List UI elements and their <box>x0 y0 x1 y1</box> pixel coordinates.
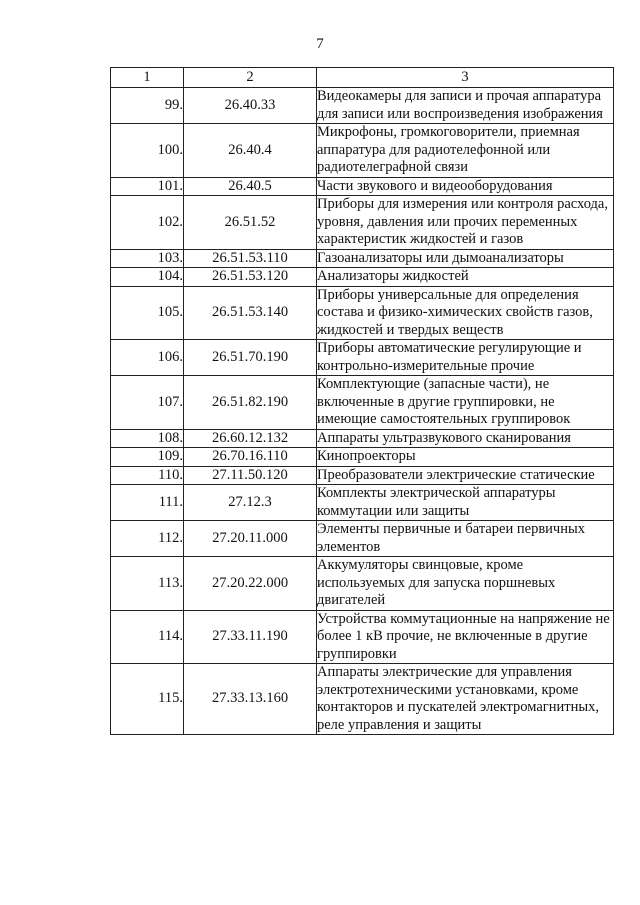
classification-code-cell: 27.20.11.000 <box>184 521 317 557</box>
row-number-cell: 104. <box>111 268 184 287</box>
table-row <box>111 485 614 521</box>
row-number-cell: 107. <box>111 376 184 430</box>
description-cell: Аппараты электрические для управления электротехническими установками, кроме контакторов и пускателей электромагнитных, реле управления и защиты <box>317 664 614 735</box>
row-number-cell: 110. <box>111 466 184 485</box>
description-cell: Элементы первичные и батареи первичных элементов <box>317 521 614 557</box>
description-cell: Приборы для измерения или контроля расхода, уровня, давления или прочих переменных характеристик жидкостей и газов <box>317 196 614 250</box>
description-cell: Приборы универсальные для определения состава и физико-химических свойств газов, жидкостей и твердых веществ <box>317 286 614 340</box>
row-number-cell: 102. <box>111 196 184 250</box>
row-number-cell: 105. <box>111 286 184 340</box>
classification-code-cell: 27.11.50.120 <box>184 466 317 485</box>
table-row <box>111 557 614 611</box>
table-row <box>111 177 614 196</box>
row-number-cell: 108. <box>111 429 184 448</box>
column-header-2: 2 <box>184 68 317 88</box>
classification-code-cell: 26.51.70.190 <box>184 340 317 376</box>
classification-table <box>110 67 614 735</box>
description-cell: Устройства коммутационные на напряжение не более 1 кВ прочие, не включенные в другие группировки <box>317 610 614 664</box>
classification-code-cell: 27.33.13.160 <box>184 664 317 735</box>
classification-code-cell: 26.40.33 <box>184 88 317 124</box>
row-number-cell: 109. <box>111 448 184 467</box>
classification-code-cell: 26.40.4 <box>184 124 317 178</box>
table-row <box>111 448 614 467</box>
table-row <box>111 88 614 124</box>
row-number-cell: 111. <box>111 485 184 521</box>
classification-code-cell: 27.12.3 <box>184 485 317 521</box>
classification-code-cell: 26.70.16.110 <box>184 448 317 467</box>
description-cell: Анализаторы жидкостей <box>317 268 614 287</box>
row-number-cell: 114. <box>111 610 184 664</box>
description-cell: Аккумуляторы свинцовые, кроме используемых для запуска поршневых двигателей <box>317 557 614 611</box>
description-cell: Газоанализаторы или дымоанализаторы <box>317 249 614 268</box>
description-cell: Части звукового и видеооборудования <box>317 177 614 196</box>
classification-code-cell: 27.33.11.190 <box>184 610 317 664</box>
description-cell: Кинопроекторы <box>317 448 614 467</box>
table-row <box>111 286 614 340</box>
row-number-cell: 100. <box>111 124 184 178</box>
table-row <box>111 664 614 735</box>
row-number-cell: 103. <box>111 249 184 268</box>
classification-code-cell: 26.60.12.132 <box>184 429 317 448</box>
table-row <box>111 249 614 268</box>
table-row <box>111 124 614 178</box>
row-number-cell: 112. <box>111 521 184 557</box>
table-body <box>111 88 614 735</box>
row-number-cell: 113. <box>111 557 184 611</box>
column-header-1: 1 <box>111 68 184 88</box>
description-cell: Преобразователи электрические статические <box>317 466 614 485</box>
classification-code-cell: 26.51.53.120 <box>184 268 317 287</box>
classification-code-cell: 27.20.22.000 <box>184 557 317 611</box>
description-cell: Видеокамеры для записи и прочая аппаратура для записи или воспроизведения изображения <box>317 88 614 124</box>
table-row <box>111 521 614 557</box>
table-row <box>111 196 614 250</box>
table-header-row <box>111 68 614 88</box>
row-number-cell: 106. <box>111 340 184 376</box>
row-number-cell: 115. <box>111 664 184 735</box>
table-row <box>111 340 614 376</box>
description-cell: Приборы автоматические регулирующие и контрольно-измерительные прочие <box>317 340 614 376</box>
description-cell: Аппараты ультразвукового сканирования <box>317 429 614 448</box>
row-number-cell: 99. <box>111 88 184 124</box>
page-number: 7 <box>316 36 324 52</box>
description-cell: Комплекты электрической аппаратуры коммутации или защиты <box>317 485 614 521</box>
column-header-3: 3 <box>317 68 614 88</box>
description-cell: Микрофоны, громкоговорители, приемная аппаратура для радиотелефонной или радиотелеграфной связи <box>317 124 614 178</box>
classification-code-cell: 26.51.53.110 <box>184 249 317 268</box>
row-number-cell: 101. <box>111 177 184 196</box>
classification-code-cell: 26.51.53.140 <box>184 286 317 340</box>
table-row <box>111 429 614 448</box>
table-row <box>111 268 614 287</box>
description-cell: Комплектующие (запасные части), не включенные в другие группировки, не имеющие самостоятельных группировок <box>317 376 614 430</box>
classification-code-cell: 26.40.5 <box>184 177 317 196</box>
classification-code-cell: 26.51.82.190 <box>184 376 317 430</box>
table-row <box>111 376 614 430</box>
classification-code-cell: 26.51.52 <box>184 196 317 250</box>
table-row <box>111 610 614 664</box>
table-row <box>111 466 614 485</box>
